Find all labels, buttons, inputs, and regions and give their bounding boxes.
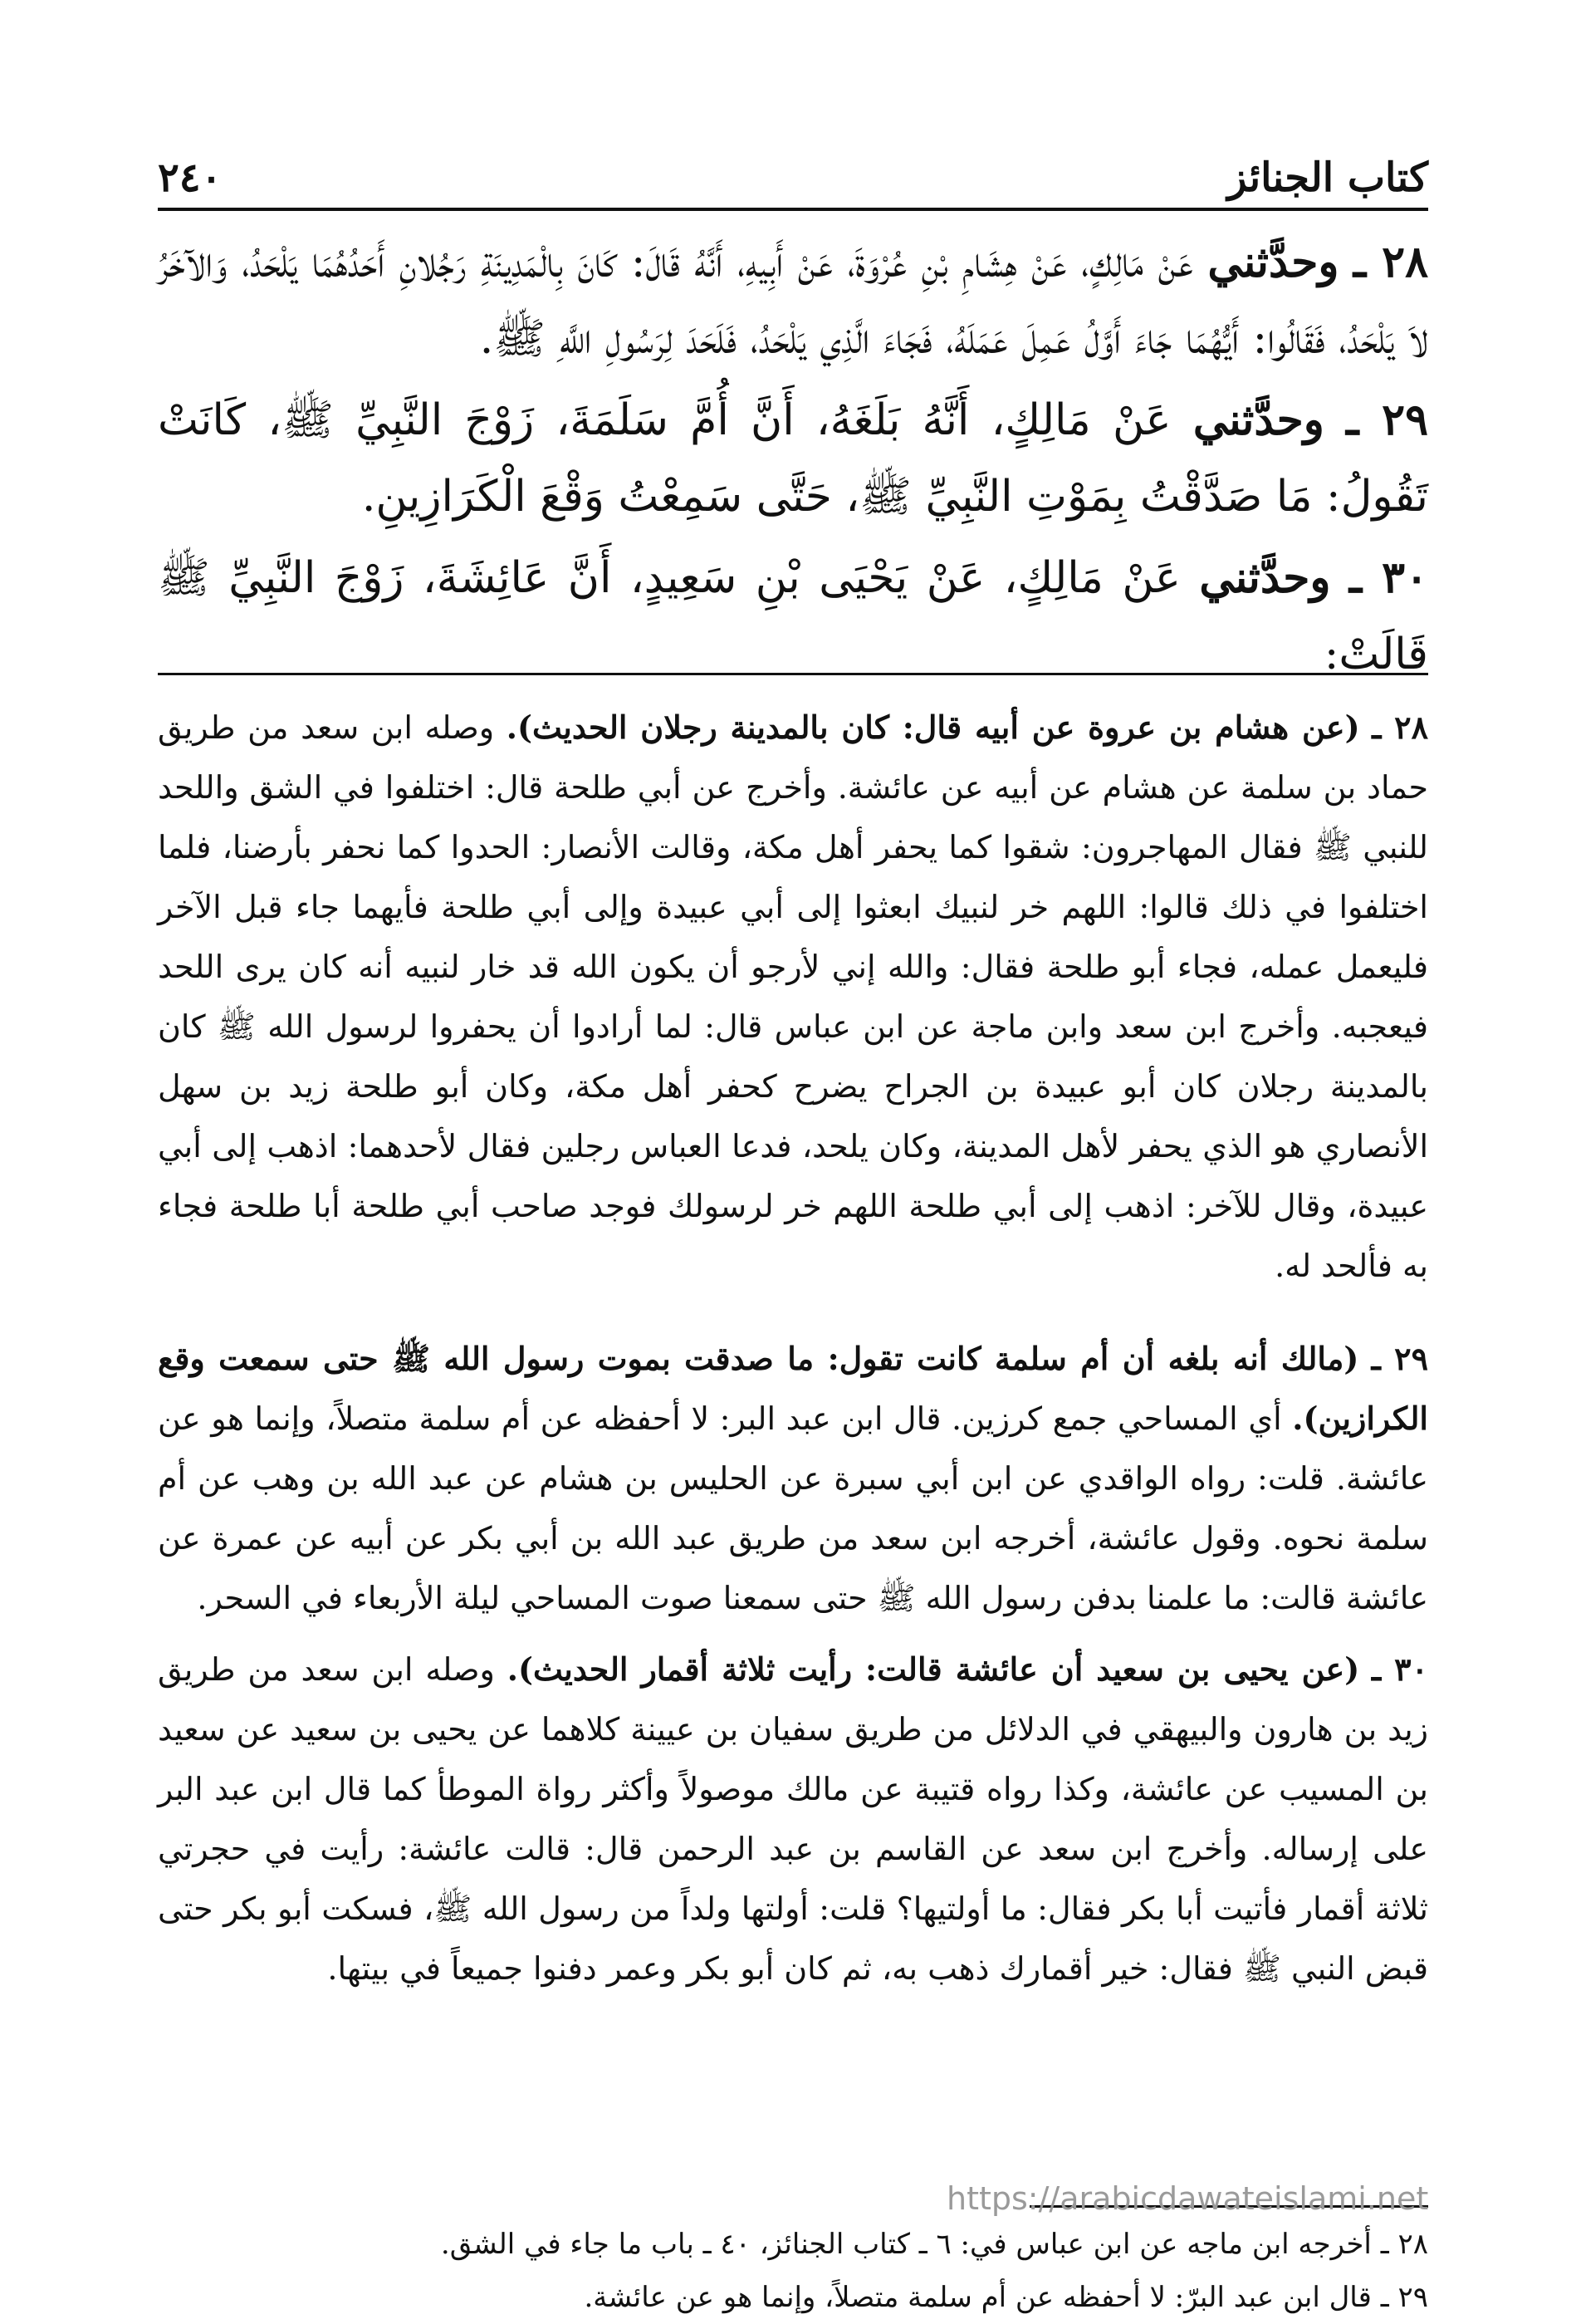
commentary-body: وصله ابن سعد من طريق زيد بن هارون والبيهقي في الدلائل من طريق سفيان بن عيينة كلاهما عن يحيى بن سعيد عن سعيد بن المسيب عن عائشة، وكذا رواه قتيبة عن مالك موصولاً وأكثر رواة الموطأ كما قال ابن عبد البر على إرساله. وأخرج ابن سعد عن القاسم بن عبد الرحمن قال: قالت عائشة: رأيت في حجرتي ثلاثة أقمار فأتيت أبا بكر فقال: ما أولتيها؟ قلت: أولتها ولداً من رسول الله ﷺ، فسكت أبو بكر حتى قبض النبي ﷺ فقال: خير أقمارك ذهب به، ثم كان أبو بكر وعمر دفنوا جميعاً في بيتها.	[158, 1651, 1428, 1987]
footnotes	[158, 2218, 1428, 2324]
commentary-28	[158, 698, 1428, 1296]
hadith-lead: وحدَّثني	[1192, 395, 1324, 445]
hadith-body: عَنْ مَالِكٍ، عَنْ يَحْيَى بْنِ سَعِيدٍ، أَنَّ عَائِشَةَ، زَوْجَ النَّبِيِّ ﷺ قَالَتْ:	[158, 553, 1428, 679]
commentary-heading: (عن يحيى بن سعيد أن عائشة قالت: رأيت ثلاثة أقمار الحديث).	[507, 1650, 1360, 1688]
page-header	[158, 133, 1428, 211]
hadith-28	[158, 224, 1428, 377]
text-commentary-divider	[158, 673, 1428, 675]
footnote-28: ٢٨ ـ أخرجه ابن ماجه عن ابن عباس في: ٦ ـ كتاب الجنائز، ٤٠ ـ باب ما جاء في الشق.	[440, 2228, 1428, 2261]
commentary-heading: (عن هشام بن عروة عن أبيه قال: كان بالمدينة رجلان الحديث).	[506, 708, 1360, 746]
hadith-29	[158, 382, 1428, 535]
page-number: ٢٤٠	[158, 154, 223, 201]
commentary-block	[158, 698, 1428, 1998]
book-page	[158, 133, 1429, 2314]
chapter-title: كتاب الجنائز	[1227, 154, 1428, 201]
hadith-lead: وحدَّثني	[1207, 237, 1339, 287]
hadith-text-block	[158, 224, 1428, 698]
commentary-29	[158, 1329, 1428, 1628]
commentary-body: وصله ابن سعد من طريق حماد بن سلمة عن هشام عن أبيه عن عائشة. وأخرج عن أبي طلحة قال: اختلفوا في الشق واللحد للنبي ﷺ فقال المهاجرون: شقوا كما يحفر أهل مكة، وقالت الأنصار: الحدوا كما نحفر بأرضنا، فلما اختلفوا في ذلك قالوا: اللهم خر لنبيك ابعثوا إلى أبي عبيدة وإلى أبي طلحة فأيهما جاء قبل الآخر فليعمل عمله، فجاء أبو طلحة فقال: والله إني لأرجو أن يكون الله قد خار لنبيه أنه كان يرى اللحد فيعجبه. وأخرج ابن سعد وابن ماجة عن ابن عباس قال: لما أرادوا أن يحفروا لرسول الله ﷺ كان بالمدينة رجلان كان أبو عبيدة بن الجراح يضرح كحفر أهل مكة، وكان أبو طلحة زيد بن سهل الأنصاري هو الذي يحفر لأهل المدينة، وكان يلحد، فدعا العباس رجلين فقال لأحدهما: اذهب إلى أبي عبيدة، وقال للآخر: اذهب إلى أبي طلحة اللهم خر لرسولك فوجد صاحب أبي طلحة أبا طلحة فجاء به فألحد له.	[158, 709, 1428, 1284]
watermark-url: https://arabicdawateislami.net	[947, 2180, 1429, 2217]
hadith-lead: وحدَّثني	[1199, 552, 1331, 603]
hadith-30	[158, 540, 1428, 693]
commentary-body: أي المساحي جمع كرزين. قال ابن عبد البر: لا أحفظه عن أم سلمة متصلاً، وإنما هو عن عائشة. قلت: رواه الواقدي عن ابن أبي سبرة عن الحليس بن هشام عن عبد الله بن وهب عن أم سلمة نحوه. وقول عائشة، أخرجه ابن سعد من طريق عبد الله بن أبي بكر عن أبيه عن عمرة عن عائشة قالت: ما علمنا بدفن رسول الله ﷺ حتى سمعنا صوت المساحي ليلة الأربعاء في السحر.	[158, 1400, 1428, 1616]
footnote-29: ٢٩ ـ قال ابن عبد البرّ: لا أحفظه عن أم سلمة متصلاً، وإنما هو عن عائشة.	[584, 2281, 1428, 2314]
commentary-heading: (مالك أنه بلغه أن أم سلمة كانت تقول: ما صدقت بموت رسول الله ﷺ حتى سمعت وقع الكرازين).	[158, 1340, 1428, 1437]
hadith-body: عَنْ مَالِكٍ، أَنَّهُ بَلَغَهُ، أَنَّ أُمَّ سَلَمَةَ، زَوْجَ النَّبِيِّ ﷺ، كَانَتْ تَقُولُ: مَا صَدَّقْتُ بِمَوْتِ النَّبِيِّ ﷺ، حَتَّى سَمِعْتُ وَقْعَ الْكَرَازِينِ.	[158, 395, 1428, 522]
hadith-number: ٢٨ ـ	[1353, 237, 1429, 287]
hadith-body: عَنْ مَالِكٍ، عَنْ هِشَامِ بْنِ عُرْوَةَ، عَنْ أَبِيهِ، أَنَّهُ قَالَ: كَانَ بِالْمَدِينَةِ رَجُلانِ أَحَدُهُمَا يَلْحَدُ، وَالآخَرُ لاَ يَلْحَدُ، فَقَالُوا: أَيُّهُمَا جَاءَ أَوَّلُ عَمِلَ عَمَلَهُ، فَجَاءَ الَّذِي يَلْحَدُ، فَلَحَدَ لِرَسُولِ اللَّهِ ﷺ.	[158, 238, 1428, 364]
commentary-number: ٣٠ ـ	[1372, 1650, 1428, 1688]
commentary-number: ٢٨ ـ	[1372, 708, 1428, 746]
commentary-30	[158, 1640, 1428, 1998]
commentary-number: ٢٩ ـ	[1371, 1340, 1428, 1377]
hadith-number: ٢٩ ـ	[1346, 395, 1429, 445]
hadith-number: ٣٠ ـ	[1348, 552, 1428, 603]
